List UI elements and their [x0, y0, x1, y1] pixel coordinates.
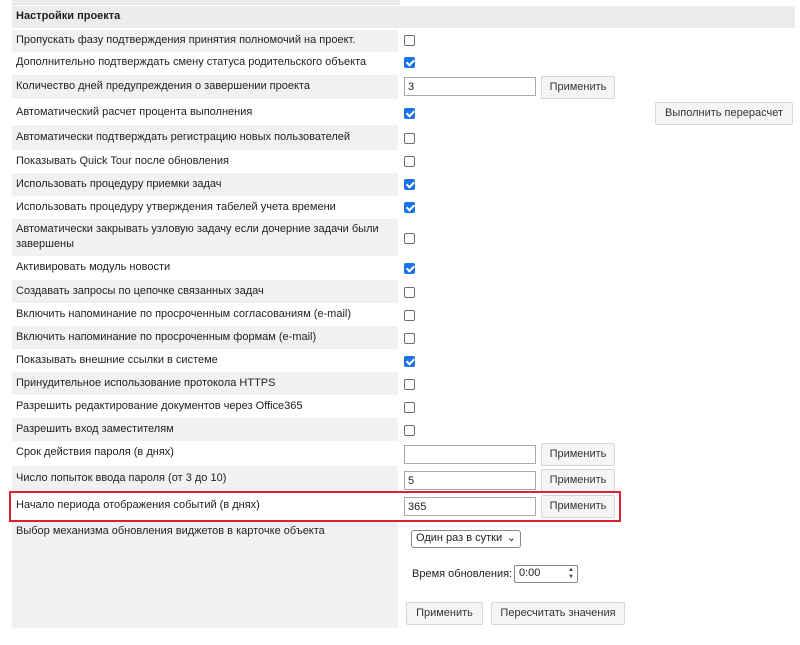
setting-row — [12, 219, 398, 256]
widget-update-mode-select[interactable] — [411, 530, 521, 548]
setting-label: Использовать процедуру приемки задач — [16, 178, 222, 190]
spin-down-icon[interactable]: ▼ — [568, 574, 574, 580]
auto-confirm-registration-checkbox[interactable] — [404, 133, 415, 144]
setting-label: Число попыток ввода пароля (от 3 до 10) — [16, 472, 227, 484]
recalculate-button[interactable]: Выполнить перерасчет — [655, 102, 793, 125]
setting-label: Включить напоминание по просроченным согласованиям (e-mail) — [16, 308, 351, 320]
office365-editing-checkbox[interactable] — [404, 402, 415, 413]
setting-row — [12, 173, 398, 196]
setting-row — [12, 125, 398, 150]
setting-row — [12, 326, 398, 349]
timesheet-approval-checkbox[interactable] — [404, 202, 415, 213]
apply-warning-days-button[interactable]: Применить — [541, 76, 615, 99]
setting-row — [12, 150, 398, 173]
external-links-checkbox[interactable] — [404, 356, 415, 367]
setting-row — [12, 372, 398, 395]
setting-row — [12, 522, 398, 628]
apply-password-expiry-button[interactable]: Применить — [541, 443, 615, 466]
section-title: Настройки проекта — [16, 10, 121, 22]
setting-row — [12, 418, 398, 441]
setting-row — [12, 196, 398, 219]
update-time-label: Время обновления: — [412, 568, 513, 580]
setting-row — [12, 466, 398, 491]
setting-row — [12, 349, 398, 372]
setting-label: Активировать модуль новости — [16, 261, 171, 273]
setting-row — [12, 99, 398, 125]
spin-up-icon[interactable]: ▲ — [568, 567, 574, 573]
setting-label: Начало периода отображения событий (в днях) — [16, 499, 260, 511]
setting-label: Количество дней предупреждения о завершении проекта — [16, 80, 310, 92]
setting-row — [12, 52, 398, 75]
task-acceptance-checkbox[interactable] — [404, 179, 415, 190]
highlight-frame — [9, 491, 621, 522]
news-module-checkbox[interactable] — [404, 263, 415, 274]
setting-label: Показывать Quick Tour после обновления — [16, 155, 229, 167]
setting-label: Срок действия пароля (в днях) — [16, 446, 174, 458]
setting-row — [12, 30, 398, 52]
update-time-value: 0:00 — [519, 567, 541, 579]
apply-password-attempts-button[interactable]: Применить — [541, 469, 615, 492]
confirm-parent-status-checkbox[interactable] — [404, 57, 415, 68]
setting-row — [12, 303, 398, 326]
section-header — [12, 6, 795, 28]
setting-row — [12, 256, 398, 280]
overdue-approvals-reminder-checkbox[interactable] — [404, 310, 415, 321]
quick-tour-checkbox[interactable] — [404, 156, 415, 167]
setting-label: Разрешить редактирование документов через Office365 — [16, 400, 303, 412]
chain-requests-checkbox[interactable] — [404, 287, 415, 298]
password-attempts-input[interactable] — [404, 471, 536, 490]
setting-row — [12, 75, 398, 99]
force-https-checkbox[interactable] — [404, 379, 415, 390]
top-strip — [12, 0, 400, 5]
setting-label: Дополнительно подтверждать смену статуса родительского объекта — [16, 56, 367, 68]
recalculate-values-button[interactable]: Пересчитать значения — [491, 602, 625, 625]
setting-row — [12, 280, 398, 303]
auto-close-node-task-checkbox[interactable] — [404, 233, 415, 244]
setting-label-line2: завершены — [16, 238, 75, 250]
setting-label: Использовать процедуру утверждения табелей учета времени — [16, 201, 336, 213]
skip-authority-confirm-checkbox[interactable] — [404, 35, 415, 46]
setting-label: Создавать запросы по цепочке связанных задач — [16, 285, 264, 297]
setting-label: Включить напоминание по просроченным формам (e-mail) — [16, 331, 317, 343]
setting-label: Автоматически подтверждать регистрацию новых пользователей — [16, 131, 351, 143]
setting-label-line1: Автоматически закрывать узловую задачу если дочерние задачи были — [16, 223, 379, 235]
apply-events-period-button[interactable]: Применить — [541, 495, 615, 518]
auto-percent-checkbox[interactable] — [404, 108, 415, 119]
chevron-down-icon: ⌄ — [506, 532, 516, 544]
setting-label: Пропускать фазу подтверждения принятия полномочий на проект. — [16, 34, 356, 46]
setting-row — [12, 395, 398, 418]
setting-label: Выбор механизма обновления виджетов в карточке объекта — [16, 525, 325, 537]
warning-days-input[interactable] — [404, 77, 536, 96]
overdue-forms-reminder-checkbox[interactable] — [404, 333, 415, 344]
setting-row — [12, 441, 398, 466]
setting-label: Автоматический расчет процента выполнения — [16, 106, 253, 118]
setting-label: Разрешить вход заместителям — [16, 423, 174, 435]
setting-label: Принудительное использование протокола HTTPS — [16, 377, 276, 389]
setting-label: Показывать внешние ссылки в системе — [16, 354, 218, 366]
deputy-login-checkbox[interactable] — [404, 425, 415, 436]
apply-widget-update-button[interactable]: Применить — [406, 602, 483, 625]
widget-update-mode-value: Один раз в сутки — [416, 532, 503, 544]
update-time-input[interactable] — [514, 565, 578, 583]
password-expiry-input[interactable] — [404, 445, 536, 464]
